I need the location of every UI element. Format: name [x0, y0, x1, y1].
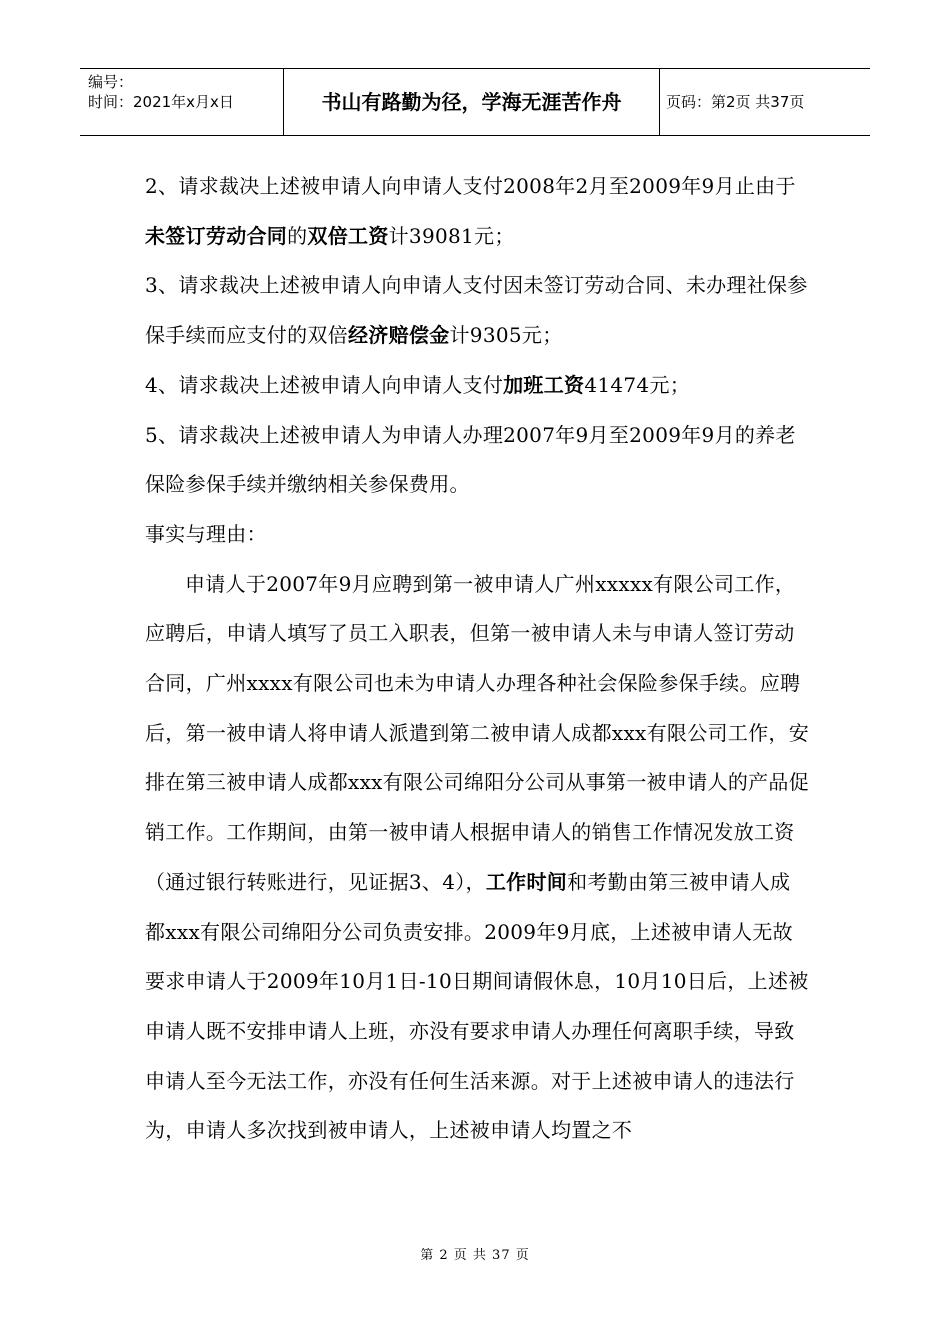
facts-paragraph: 申请人于2007年9月应聘到第一被申请人广州xxxxx有限公司工作，应聘后，申请人填写了员工入职表，但第一被申请人未与申请人签订劳动合同，广州xxxx有限公司也未为申请人办理各种社会保险参保手续。应聘后，第一被申请人将申请人派遣到第二被申请人成都xxx有限公司工作，安排在第三被申请人成都xxx有限公司绵阳分公司从事第一被申请人的产品促销工作。工作期间，由第一被申请人根据申请人的销售工作情况发放工资（通过银行转账进行，见证据3、4），工作时间和考勤由第三被申请人成都xxx有限公司绵阳分公司负责安排。2009年9月底，上述被申请人无故要求申请人于2009年10月1日-10日期间请假休息，10月10日后，上述被申请人既不安排申请人上班，亦没有要求申请人办理任何离职手续，导致申请人至今无法工作，亦没有任何生活来源。对于上述被申请人的违法行为，申请人多次找到被申请人，上述被申请人均置之不: [145, 571, 810, 1143]
header-meta: [80, 69, 284, 135]
emphasis-term: 经济赔偿金: [348, 323, 450, 348]
emphasis-term: 加班工资: [503, 372, 585, 397]
page-header: [80, 68, 870, 136]
emphasis-term: 工作时间: [485, 869, 568, 894]
emphasis-term: 未签订劳动合同: [145, 223, 288, 248]
emphasis-term: 双倍工资: [307, 223, 389, 248]
claim-item-5: 5、请求裁决上述被申请人为申请人办理2007年9月至2009年9月的养老保险参保手续并缴纳相关参保费用。: [145, 422, 796, 497]
header-time-label: 时间：2021年x月x日: [88, 93, 234, 111]
claim-item-4: 4、请求裁决上述被申请人向申请人支付加班工资41474元；: [145, 372, 691, 397]
page-footer: 第 2 页 共 37 页: [420, 1248, 530, 1263]
document-body: [145, 162, 810, 1156]
header-page-label: 页码：第2页 共37页: [666, 93, 805, 111]
header-number-label: 编号：: [88, 73, 134, 91]
header-motto: 书山有路勤为径，学海无涯苦作舟: [284, 69, 660, 135]
section-heading: 事实与理由：: [145, 521, 267, 546]
claim-item-2: 2、请求裁决上述被申请人向申请人支付2008年2月至2009年9月止由于未签订劳动合同的双倍工资计39081元；: [145, 174, 796, 248]
claim-item-3: 3、请求裁决上述被申请人向申请人支付因未签订劳动合同、未办理社保参保手续而应支付的双倍经济赔偿金计9305元；: [145, 273, 808, 348]
